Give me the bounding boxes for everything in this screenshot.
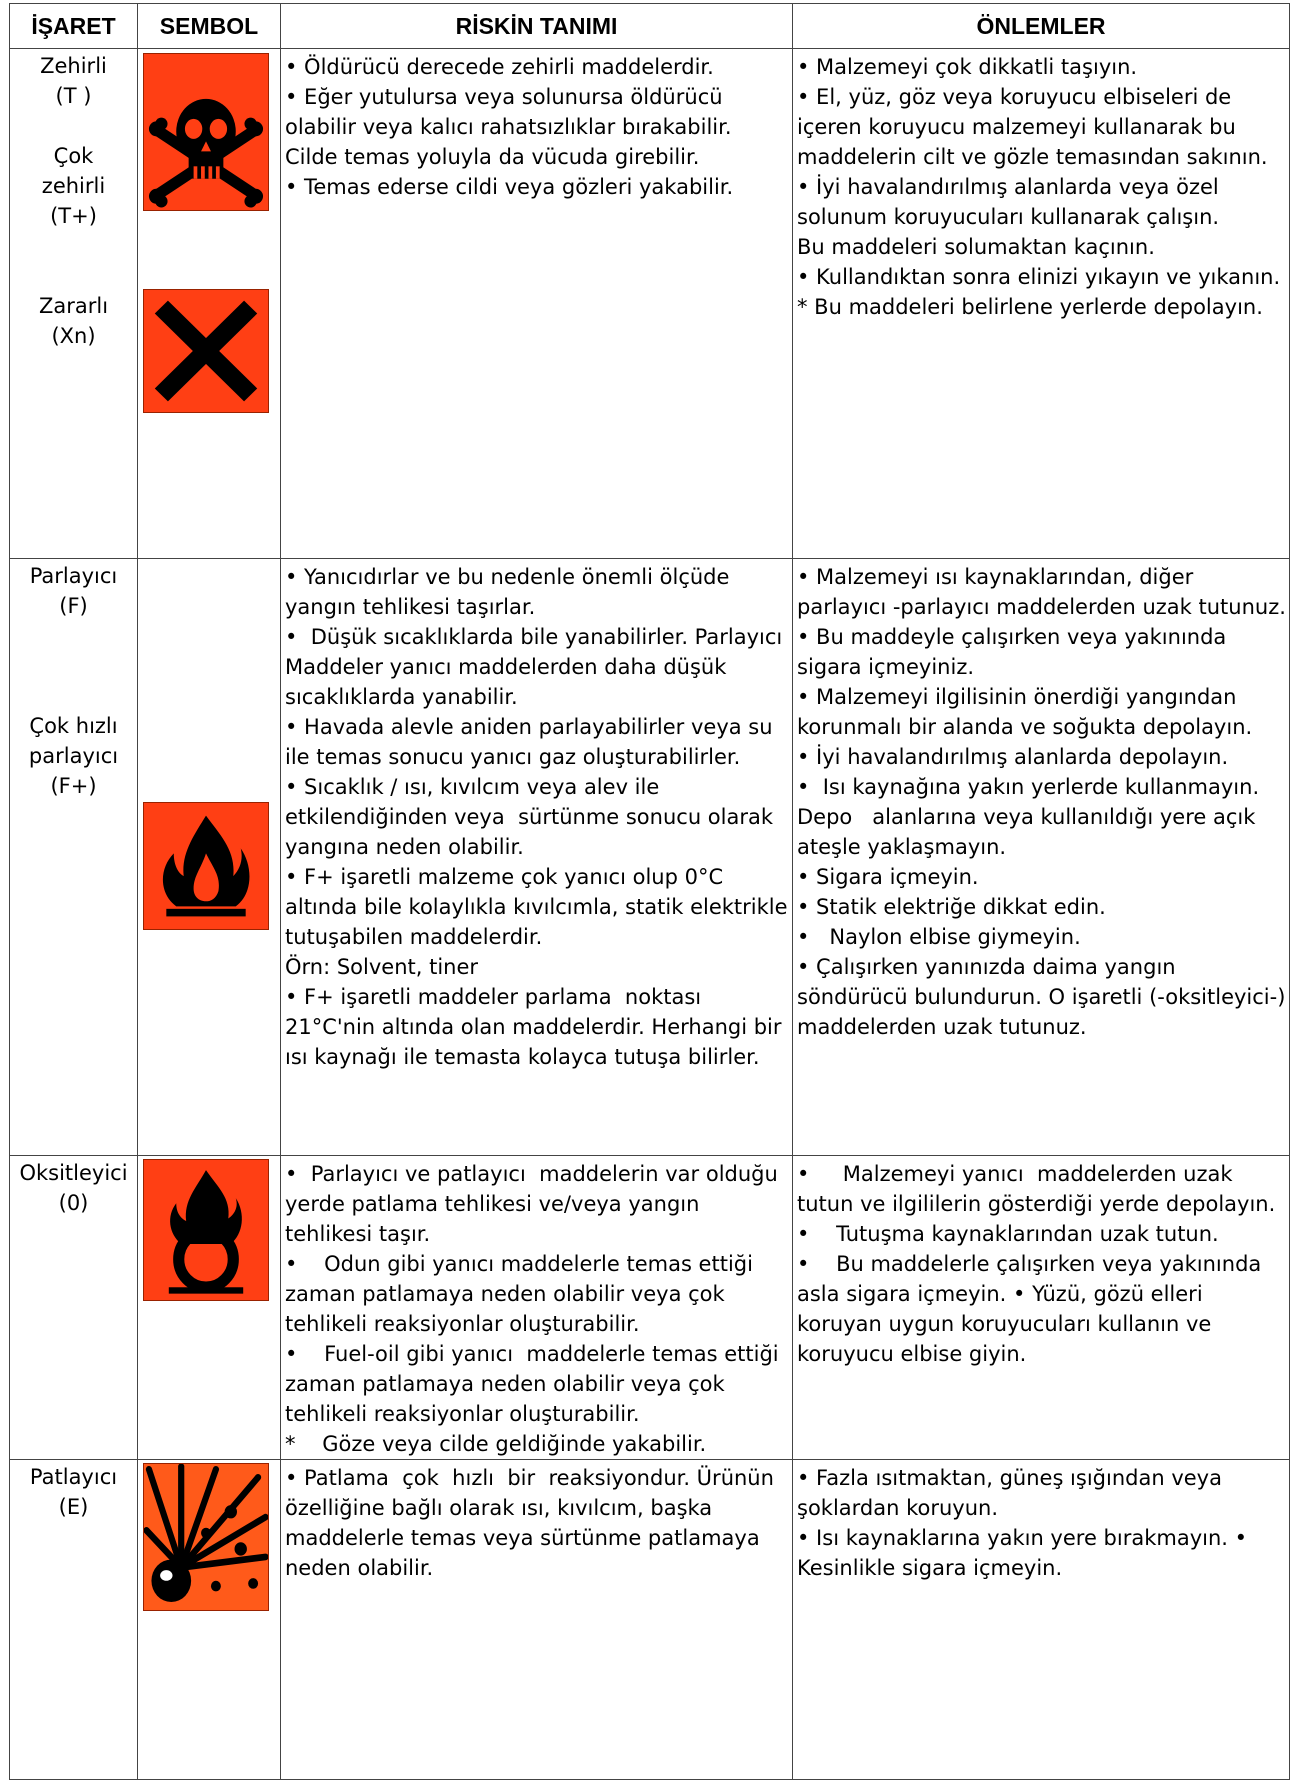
label-line: (F+) xyxy=(50,774,97,798)
label-line: parlayıcı xyxy=(28,744,119,768)
symbol-cell-toxic xyxy=(138,49,281,559)
label-line xyxy=(10,621,137,651)
label-cell-oxidizing xyxy=(10,1156,138,1460)
exploding-bomb-icon xyxy=(143,1463,269,1611)
precautions-toxic: • Malzemeyi çok dikkatli taşıyın. • El, yüz, göz veya koruyucu elbiseleri de içeren koruyucu malzemeyi kullanarak bu maddelerin cilt ve gözle temasından sakının. • İyi havalandırılmış alanlarda veya özel solunum koruyucuları kullanarak çalışın. Bu maddeleri solumaktan kaçının. • Kullandıktan sonra elinizi yıkayın ve yıkanın. * Bu maddeleri belirlene yerlerde depolayın. xyxy=(793,49,1290,559)
flame-over-circle-icon xyxy=(143,1159,269,1301)
header-onlemler: ÖNLEMLER xyxy=(793,4,1290,49)
label-line xyxy=(10,231,137,261)
header-sembol: SEMBOL xyxy=(138,4,281,49)
label-line: Çok xyxy=(53,144,94,168)
label-line: (E) xyxy=(58,1495,89,1519)
table-row-toxic xyxy=(10,49,1290,559)
flame-icon xyxy=(143,802,269,930)
table-row-oxidizing xyxy=(10,1156,1290,1460)
table-row-explosive xyxy=(10,1460,1290,1780)
label-line xyxy=(10,681,137,711)
precautions-explosive: • Fazla ısıtmaktan, güneş ışığından veya şoklardan koruyun. • Isı kaynaklarına yakın yere bırakmayın. • Kesinlikle sigara içmeyin. xyxy=(793,1460,1290,1780)
symbol-cell-oxidizing xyxy=(138,1156,281,1460)
table-header-row xyxy=(10,4,1290,49)
hazard-symbols-table xyxy=(9,3,1290,1780)
x-cross-icon xyxy=(143,289,269,413)
symbol-cell-flammable xyxy=(138,559,281,1156)
table-row-flammable xyxy=(10,559,1290,1156)
skull-crossbones-icon xyxy=(143,53,269,211)
label-line xyxy=(10,651,137,681)
precautions-oxidizing: • Malzemeyi yanıcı maddelerden uzak tutun ve ilgililerin gösterdiği yerde depolayın. • Tutuşma kaynaklarından uzak tutun. • Bu maddelerle çalışırken veya yakınında asla sigara içmeyin. • Yüzü, gözü elleri koruyan uygun koruyucuları kullanın ve koruyucu elbise giyin. xyxy=(793,1156,1290,1460)
header-isaret: İŞARET xyxy=(10,4,138,49)
label-cell-toxic xyxy=(10,49,138,559)
risk-description-flammable: • Yanıcıdırlar ve bu nedenle önemli ölçüde yangın tehlikesi taşırlar. • Düşük sıcaklıklarda bile yanabilirler. Parlayıcı Maddeler yanıcı maddelerden daha düşük sıcaklıklarda yanabilir. • Havada alevle aniden parlayabilirler veya su ile temas sonucu yanıcı gaz oluşturabilirler. • Sıcaklık / ısı, kıvılcım veya alev ile etkilendiğinden veya sürtünme sonucu olarak yangına neden olabilir. • F+ işaretli malzeme çok yanıcı olup 0°C altında bile kolaylıkla kıvılcımla, statik elektrikle tutuşabilen maddelerdir. Örn: Solvent, tiner • F+ işaretli maddeler parlama noktası 21°C'nin altında olan maddelerdir. Herhangi bir ısı kaynağı ile temasta kolayca tutuşa bilirler. xyxy=(281,559,793,1156)
label-line: zehirli xyxy=(41,174,106,198)
risk-description-toxic: • Öldürücü derecede zehirli maddelerdir. • Eğer yutulursa veya solunursa öldürücü olabilir veya kalıcı rahatsızlıklar bırakabilir. Cilde temas yoluyla da vücuda girebilir. • Temas ederse cildi veya gözleri yakabilir. xyxy=(281,49,793,559)
risk-description-oxidizing: • Parlayıcı ve patlayıcı maddelerin var olduğu yerde patlama tehlikesi ve/veya yangın tehlikesi taşır. • Odun gibi yanıcı maddelerle temas ettiği zaman patlamaya neden olabilir veya çok tehlikeli reaksiyonlar oluşturabilir. • Fuel-oil gibi yanıcı maddelerle temas ettiği zaman patlamaya neden olabilir veya çok tehlikeli reaksiyonlar oluşturabilir. * Göze veya cilde geldiğinde yakabilir. xyxy=(281,1156,793,1460)
label-line: (Xn) xyxy=(51,324,96,348)
precautions-flammable: • Malzemeyi ısı kaynaklarından, diğer parlayıcı -parlayıcı maddelerden uzak tutunuz. • Bu maddeyle çalışırken veya yakınında sigara içmeyiniz. • Malzemeyi ilgilisinin önerdiği yangından korunmalı bir alanda ve soğukta depolayın. • İyi havalandırılmış alanlarda depolayın. • Isı kaynağına yakın yerlerde kullanmayın. Depo alanlarına veya kullanıldığı yere açık ateşle yaklaşmayın. • Sigara içmeyin. • Statik elektriğe dikkat edin. • Naylon elbise giymeyin. • Çalışırken yanınızda daima yangın söndürücü bulundurun. O işaretli (-oksitleyici-) maddelerden uzak tutunuz. xyxy=(793,559,1290,1156)
label-cell-flammable xyxy=(10,559,138,1156)
label-line xyxy=(10,261,137,291)
label-line: (T ) xyxy=(55,84,92,108)
label-cell-explosive xyxy=(10,1460,138,1780)
risk-description-explosive: • Patlama çok hızlı bir reaksiyondur. Ürünün özelliğine bağlı olarak ısı, kıvılcım, başka maddelerle temas veya sürtünme patlamaya neden olabilir. xyxy=(281,1460,793,1780)
label-line: (F) xyxy=(59,594,88,618)
label-line: (T+) xyxy=(50,204,97,228)
header-risk: RİSKİN TANIMI xyxy=(281,4,793,49)
symbol-cell-explosive xyxy=(138,1460,281,1780)
label-line: (0) xyxy=(58,1191,89,1215)
label-line xyxy=(10,111,137,141)
label-line: Oksitleyici xyxy=(19,1161,128,1185)
label-line: Çok hızlı xyxy=(29,714,118,738)
label-line: Patlayıcı xyxy=(29,1465,118,1489)
label-line: Zararlı xyxy=(38,294,109,318)
label-line: Zehirli xyxy=(40,54,107,78)
label-line: Parlayıcı xyxy=(29,564,118,588)
